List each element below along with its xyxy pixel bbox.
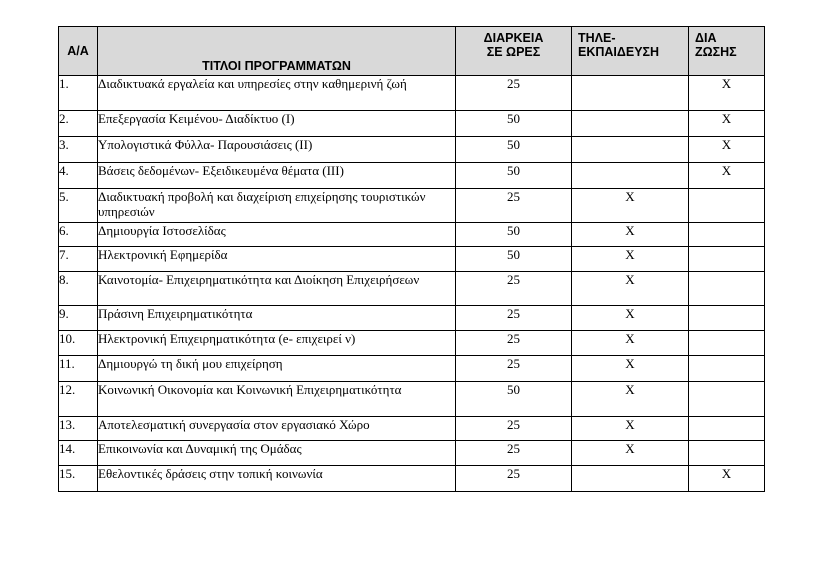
table-row: [59, 189, 765, 223]
live-mark: X: [689, 466, 765, 492]
program-hours: 50: [456, 247, 572, 272]
row-number: 6.: [59, 223, 98, 247]
row-number: 5.: [59, 189, 98, 223]
table-row: [59, 331, 765, 356]
live-mark: X: [689, 111, 765, 137]
program-title: Δημιουργώ τη δική μου επιχείρηση: [98, 356, 456, 382]
program-hours: 25: [456, 76, 572, 111]
program-title: Εθελοντικές δράσεις στην τοπική κοινωνία: [98, 466, 456, 492]
header-aa: Α/Α: [59, 27, 98, 76]
table-row: [59, 466, 765, 492]
live-mark: [689, 382, 765, 417]
program-title: Υπολογιστικά Φύλλα- Παρουσιάσεις (ΙΙ): [98, 137, 456, 163]
live-mark: [689, 417, 765, 441]
program-title: Βάσεις δεδομένων- Εξειδικευμένα θέματα (ΙΙΙ): [98, 163, 456, 189]
distance-mark: X: [572, 272, 689, 306]
row-number: 1.: [59, 76, 98, 111]
distance-mark: [572, 76, 689, 111]
header-row: [59, 27, 765, 76]
table-row: [59, 223, 765, 247]
header-duration-line2: ΣΕ ΩΡΕΣ: [486, 45, 541, 59]
header-live-line1: ΔΙΑ: [695, 31, 717, 45]
row-number: 14.: [59, 441, 98, 466]
distance-mark: [572, 466, 689, 492]
distance-mark: X: [572, 417, 689, 441]
table-row: [59, 382, 765, 417]
table-row: [59, 306, 765, 331]
live-mark: [689, 331, 765, 356]
live-mark: [689, 441, 765, 466]
table-row: [59, 441, 765, 466]
distance-mark: [572, 137, 689, 163]
distance-mark: X: [572, 441, 689, 466]
program-title: Επικοινωνία και Δυναμική της Ομάδας: [98, 441, 456, 466]
live-mark: [689, 272, 765, 306]
row-number: 8.: [59, 272, 98, 306]
program-hours: 25: [456, 189, 572, 223]
table-row: [59, 76, 765, 111]
program-title: Καινοτομία- Επιχειρηματικότητα και Διοίκηση Επιχειρήσεων: [98, 272, 456, 306]
table-row: [59, 163, 765, 189]
program-hours: 50: [456, 382, 572, 417]
row-number: 7.: [59, 247, 98, 272]
program-hours: 25: [456, 356, 572, 382]
program-hours: 50: [456, 223, 572, 247]
header-distance-line2: ΕΚΠΑΙΔΕΥΣΗ: [578, 45, 660, 59]
distance-mark: X: [572, 331, 689, 356]
row-number: 15.: [59, 466, 98, 492]
row-number: 9.: [59, 306, 98, 331]
program-title: Ηλεκτρονική Εφημερίδα: [98, 247, 456, 272]
header-distance-line1: ΤΗΛΕ-: [578, 31, 616, 45]
header-live-line2: ΖΩΣΗΣ: [695, 45, 737, 59]
program-title: Ηλεκτρονική Επιχειρηματικότητα (e- επιχειρεί ν): [98, 331, 456, 356]
distance-mark: X: [572, 382, 689, 417]
row-number: 12.: [59, 382, 98, 417]
row-number: 2.: [59, 111, 98, 137]
program-title: Πράσινη Επιχειρηματικότητα: [98, 306, 456, 331]
header-duration: [456, 27, 572, 76]
programs-table: [58, 26, 765, 492]
table-row: [59, 417, 765, 441]
live-mark: [689, 189, 765, 223]
row-number: 13.: [59, 417, 98, 441]
program-hours: 25: [456, 331, 572, 356]
program-title: Διαδικτυακά εργαλεία και υπηρεσίες στην καθημερινή ζωή: [98, 76, 456, 111]
distance-mark: X: [572, 247, 689, 272]
distance-mark: [572, 163, 689, 189]
distance-mark: X: [572, 306, 689, 331]
program-title: Αποτελεσματική συνεργασία στον εργασιακό Χώρο: [98, 417, 456, 441]
program-hours: 25: [456, 306, 572, 331]
program-title: Κοινωνική Οικονομία και Κοινωνική Επιχειρηματικότητα: [98, 382, 456, 417]
live-mark: [689, 223, 765, 247]
row-number: 11.: [59, 356, 98, 382]
row-number: 4.: [59, 163, 98, 189]
row-number: 3.: [59, 137, 98, 163]
distance-mark: X: [572, 189, 689, 223]
header-duration-line1: ΔΙΑΡΚΕΙΑ: [483, 31, 544, 45]
table-row: [59, 356, 765, 382]
header-title: ΤΙΤΛΟΙ ΠΡΟΓΡΑΜΜΑΤΩΝ: [98, 27, 456, 76]
distance-mark: [572, 111, 689, 137]
program-hours: 25: [456, 417, 572, 441]
program-title: Επεξεργασία Κειμένου- Διαδίκτυο (Ι): [98, 111, 456, 137]
table-row: [59, 137, 765, 163]
live-mark: [689, 247, 765, 272]
program-hours: 50: [456, 163, 572, 189]
program-hours: 50: [456, 137, 572, 163]
live-mark: X: [689, 76, 765, 111]
program-hours: 25: [456, 272, 572, 306]
program-hours: 25: [456, 466, 572, 492]
program-hours: 25: [456, 441, 572, 466]
live-mark: [689, 356, 765, 382]
program-title: Διαδικτυακή προβολή και διαχείριση επιχείρησης τουριστικών υπηρεσιών: [98, 189, 456, 223]
header-distance-learning: [572, 27, 689, 76]
table-row: [59, 247, 765, 272]
live-mark: [689, 306, 765, 331]
row-number: 10.: [59, 331, 98, 356]
program-hours: 50: [456, 111, 572, 137]
distance-mark: X: [572, 223, 689, 247]
table-row: [59, 111, 765, 137]
live-mark: X: [689, 137, 765, 163]
live-mark: X: [689, 163, 765, 189]
program-title: Δημιουργία Ιστοσελίδας: [98, 223, 456, 247]
table-row: [59, 272, 765, 306]
header-in-person: [689, 27, 765, 76]
distance-mark: X: [572, 356, 689, 382]
